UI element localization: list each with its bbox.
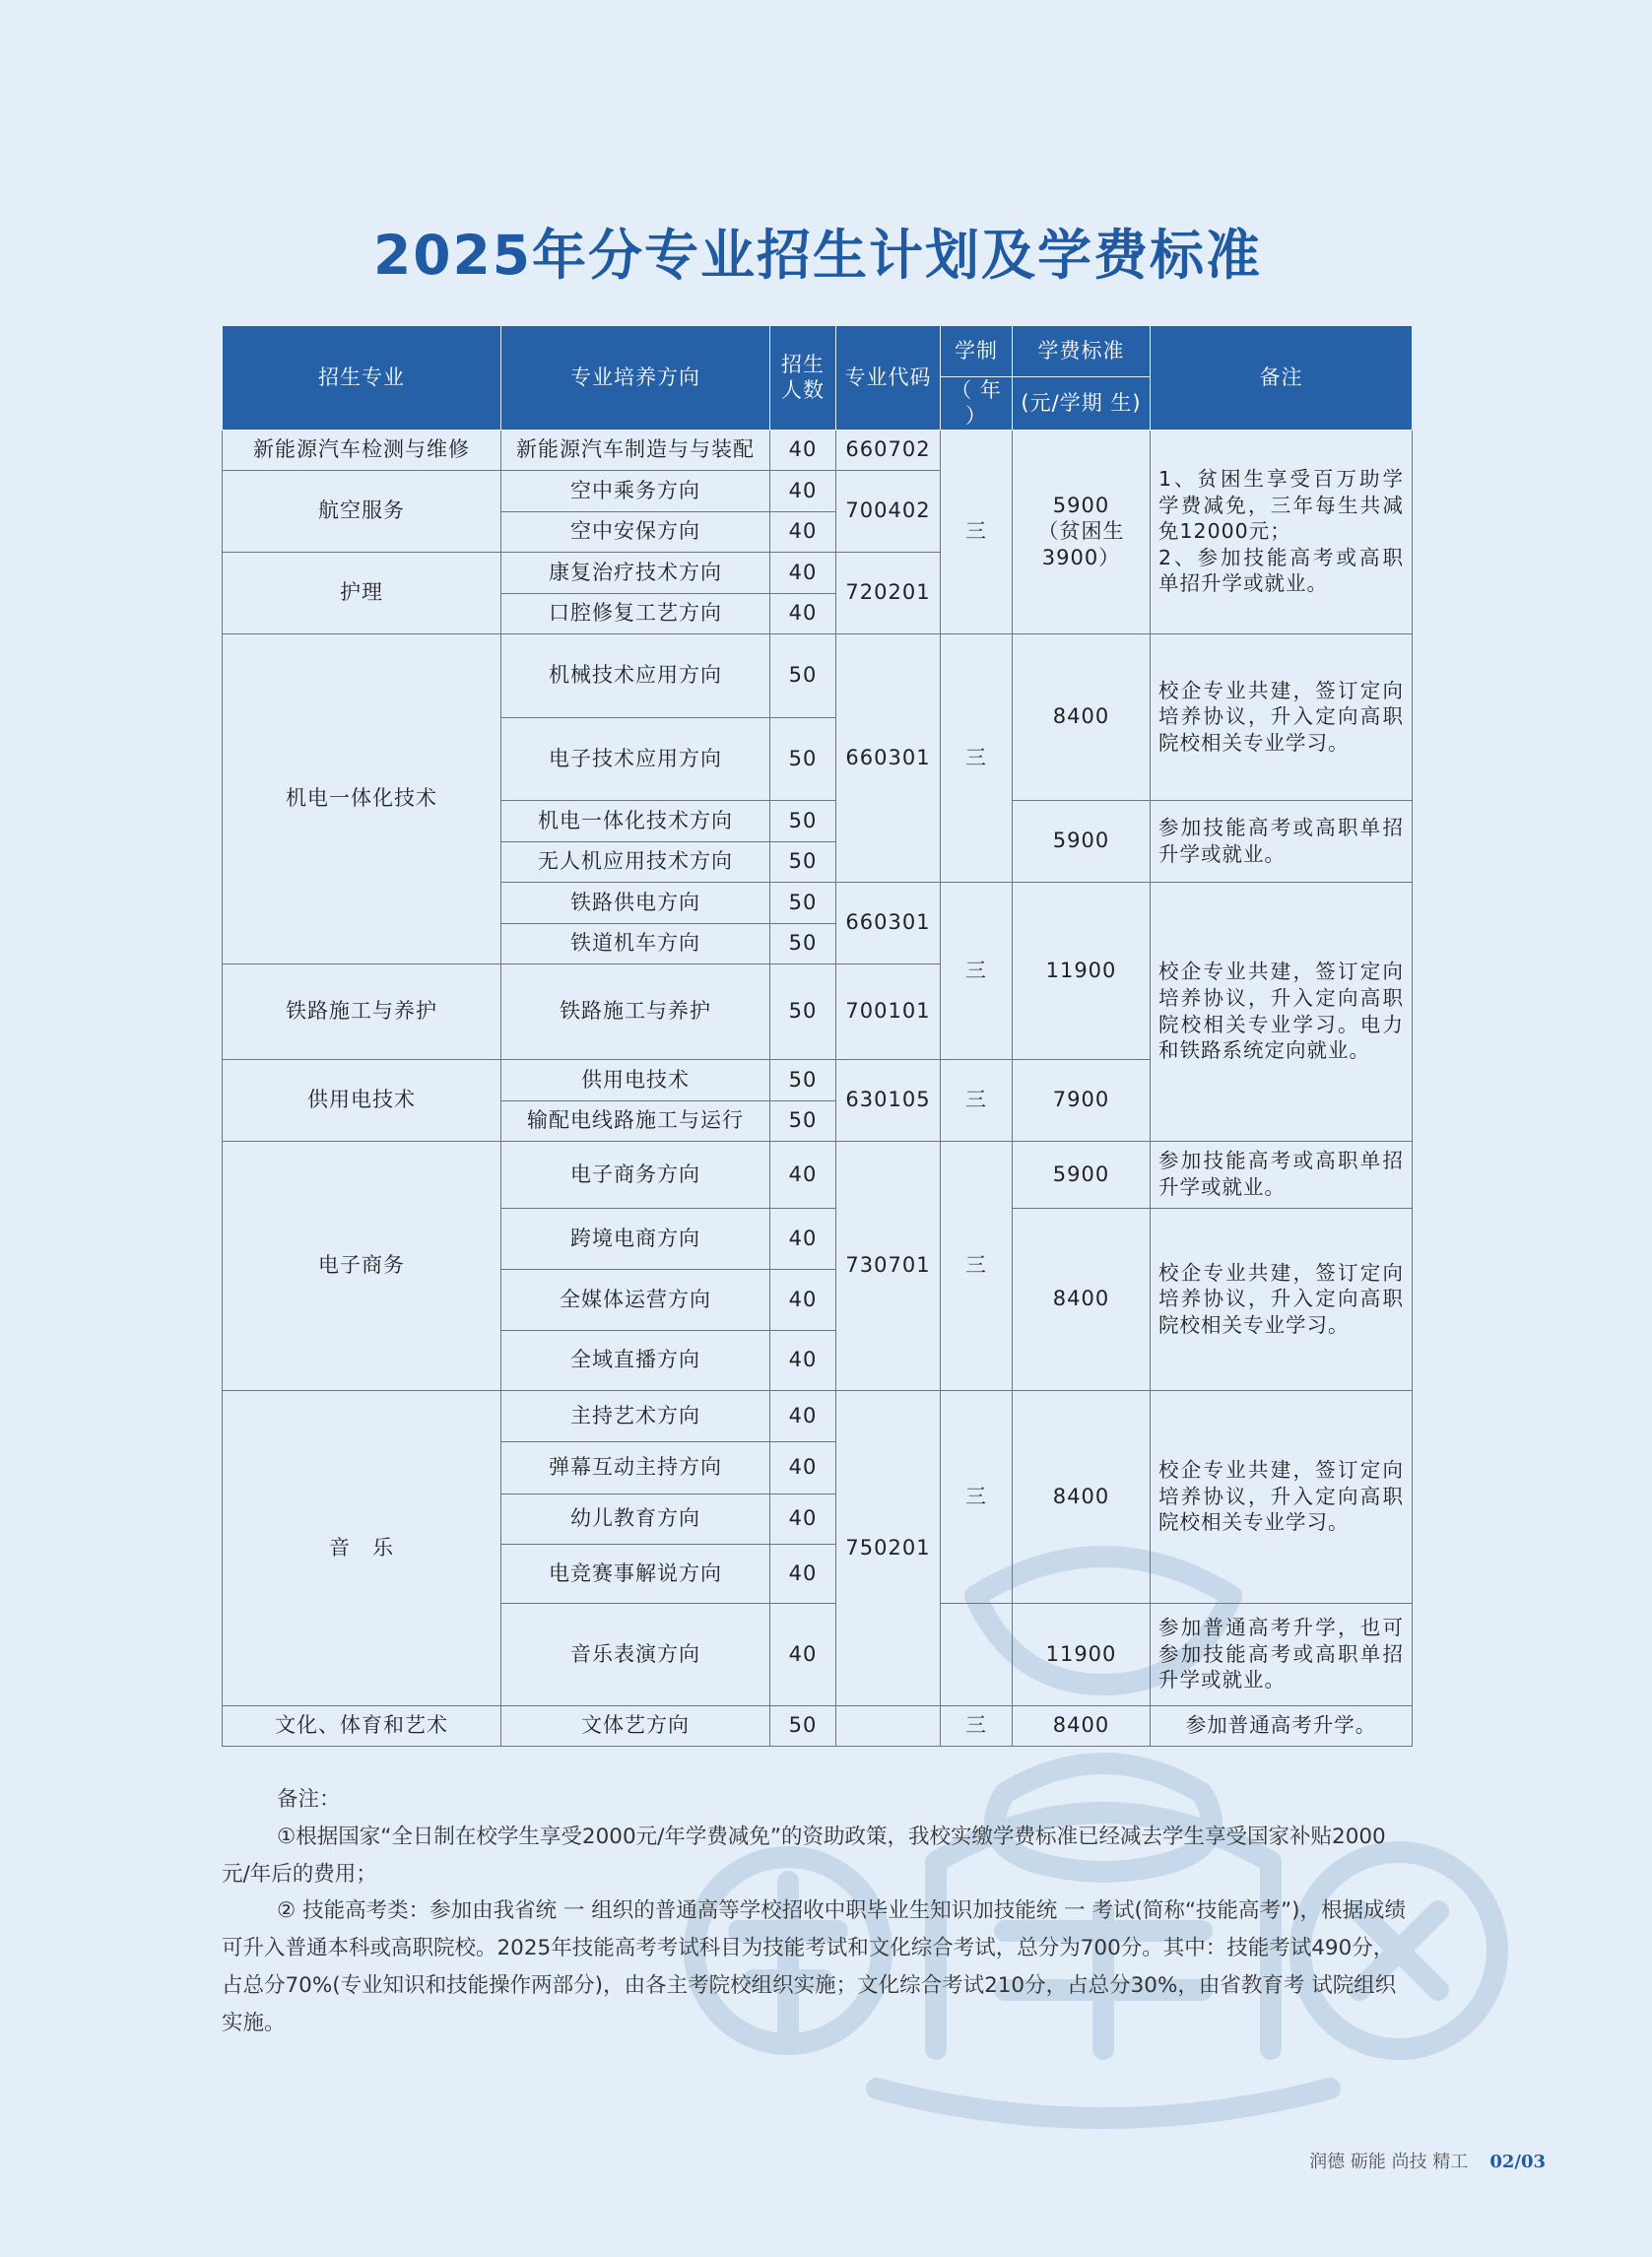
major-cell: 航空服务 (223, 470, 501, 552)
table-row (223, 430, 1413, 470)
remark-cell: 校企专业共建，签订定向培养协议，升入定向高职院校相关专业学习。 (1151, 1208, 1413, 1390)
page-footer (1309, 2148, 1546, 2173)
header-note: 备注 (1151, 326, 1413, 431)
remark-cell: 参加普通高考升学，也可参加技能高考或高职单招升学或就业。 (1151, 1603, 1413, 1705)
remark-cell: 校企专业共建，签订定向培养协议，升入定向高职院校相关专业学习。 (1151, 633, 1413, 800)
count-cell: 50 (770, 923, 836, 963)
school-motto: 润德 砺能 尚技 精工 (1309, 2152, 1469, 2172)
code-cell: 730701 (836, 1141, 941, 1390)
page-title: 2025年分专业招生计划及学费标准 (372, 224, 1263, 287)
code-cell: 700402 (836, 470, 941, 552)
major-cell: 电子商务 (223, 1141, 501, 1390)
header-major: 招生专业 (223, 326, 501, 431)
header-fee: 学费标准 (1013, 326, 1151, 377)
count-cell: 50 (770, 1059, 836, 1100)
header-code: 专业代码 (836, 326, 941, 431)
fee-cell: 11900 (1013, 1603, 1151, 1705)
direction-cell: 铁路供电方向 (501, 882, 770, 923)
count-cell: 40 (770, 593, 836, 633)
direction-cell: 康复治疗技术方向 (501, 552, 770, 593)
header-direction: 专业培养方向 (501, 326, 770, 431)
table-row (223, 633, 1413, 717)
direction-cell: 新能源汽车制造与与装配 (501, 430, 770, 470)
note-paragraph-1: ①根据国家“全日制在校学生享受2000元/年学费减免”的资助政策，我校实缴学费标准已经减去学生享受国家补贴2000元/年后的费用； (222, 1824, 1386, 1887)
count-cell: 50 (770, 841, 836, 882)
fee-cell: 5900 （贫困生 3900） (1013, 430, 1151, 633)
count-cell: 50 (770, 1705, 836, 1746)
direction-cell: 全媒体运营方向 (501, 1269, 770, 1330)
years-cell: 三 (941, 1059, 1013, 1141)
count-cell: 40 (770, 552, 836, 593)
header-count: 招生 人数 (770, 326, 836, 431)
years-cell: 三 (941, 1141, 1013, 1390)
code-cell: 720201 (836, 552, 941, 633)
count-cell: 40 (770, 1330, 836, 1390)
count-cell: 50 (770, 717, 836, 800)
remark-cell: 参加普通高考升学。 (1151, 1705, 1413, 1746)
direction-cell: 幼儿教育方向 (501, 1494, 770, 1544)
count-cell: 40 (770, 1390, 836, 1441)
major-cell: 音 乐 (223, 1390, 501, 1705)
years-cell: 三 (941, 430, 1013, 633)
remark-cell: 参加技能高考或高职单招升学或就业。 (1151, 1141, 1413, 1208)
major-cell: 护理 (223, 552, 501, 633)
count-cell: 40 (770, 1141, 836, 1208)
table-row (223, 1705, 1413, 1746)
years-cell: 三 (941, 882, 1013, 1059)
fee-cell: 5900 (1013, 800, 1151, 882)
count-cell: 40 (770, 1208, 836, 1269)
direction-cell: 空中乘务方向 (501, 470, 770, 511)
fee-cell: 8400 (1013, 1390, 1151, 1603)
count-cell: 40 (770, 1603, 836, 1705)
count-cell: 40 (770, 1269, 836, 1330)
fee-cell: 8400 (1013, 1705, 1151, 1746)
count-cell: 40 (770, 1441, 836, 1494)
note-paragraph-2: ② 技能高考类：参加由我省统 一 组织的普通高等学校招收中职毕业生知识加技能统 一 考试(简称“技能高考”)，根据成绩可升入普通本科或高职院校。2025年技能高考考试科目为技能考试和文化综合考试，总分为700分。其中：技能考试490分，占总分70%(专业知识和技能操作两部分)，由各主考院校组织实施；文化综合考试210分，占总分30%，由省教育考 试院组织实施。 (222, 1898, 1407, 2035)
major-cell: 新能源汽车检测与维修 (223, 430, 501, 470)
direction-cell: 电子商务方向 (501, 1141, 770, 1208)
count-cell: 50 (770, 882, 836, 923)
major-cell: 供用电技术 (223, 1059, 501, 1141)
count-cell: 50 (770, 633, 836, 717)
direction-cell: 铁道机车方向 (501, 923, 770, 963)
direction-cell: 电子技术应用方向 (501, 717, 770, 800)
direction-cell: 铁路施工与养护 (501, 963, 770, 1059)
major-cell: 铁路施工与养护 (223, 963, 501, 1059)
table-row (223, 1141, 1413, 1208)
header-years-unit: （ 年 ） (941, 377, 1013, 431)
direction-cell: 口腔修复工艺方向 (501, 593, 770, 633)
header-fee-unit: (元/学期 生) (1013, 377, 1151, 431)
direction-cell: 机电一体化技术方向 (501, 800, 770, 841)
page-number: 02/03 (1489, 2152, 1546, 2172)
direction-cell: 文体艺方向 (501, 1705, 770, 1746)
notes-heading: 备注： (277, 1787, 341, 1812)
count-cell: 50 (770, 1100, 836, 1141)
notes-section (222, 1781, 1409, 2042)
fee-cell: 7900 (1013, 1059, 1151, 1141)
fee-cell: 8400 (1013, 633, 1151, 800)
remark-cell: 校企专业共建，签订定向培养协议，升入定向高职院校相关专业学习。 (1151, 1390, 1413, 1603)
direction-cell: 弹幕互动主持方向 (501, 1441, 770, 1494)
direction-cell: 无人机应用技术方向 (501, 841, 770, 882)
code-cell: 660702 (836, 430, 941, 470)
direction-cell: 主持艺术方向 (501, 1390, 770, 1441)
remark-cell: 1、贫困生享受百万助学学费减免，三年每生共减免12000元； 2、参加技能高考或高职单招升学或就业。 (1151, 430, 1413, 633)
count-cell: 40 (770, 1544, 836, 1603)
direction-cell: 空中安保方向 (501, 511, 770, 552)
count-cell: 40 (770, 1494, 836, 1544)
direction-cell: 机械技术应用方向 (501, 633, 770, 717)
count-cell: 50 (770, 800, 836, 841)
table-row (223, 1390, 1413, 1441)
major-cell: 文化、体育和艺术 (223, 1705, 501, 1746)
code-cell: 660301 (836, 633, 941, 882)
direction-cell: 全域直播方向 (501, 1330, 770, 1390)
remark-cell: 校企专业共建，签订定向培养协议，升入定向高职院校相关专业学习。电力和铁路系统定向就业。 (1151, 882, 1413, 1141)
header-years: 学制 (941, 326, 1013, 377)
years-cell (941, 1603, 1013, 1705)
years-cell: 三 (941, 633, 1013, 882)
enrollment-table (222, 325, 1413, 1747)
count-cell: 40 (770, 470, 836, 511)
code-cell: 750201 (836, 1390, 941, 1705)
count-cell: 40 (770, 430, 836, 470)
years-cell: 三 (941, 1705, 1013, 1746)
code-cell: 660301 (836, 882, 941, 963)
direction-cell: 跨境电商方向 (501, 1208, 770, 1269)
remark-cell: 参加技能高考或高职单招升学或就业。 (1151, 800, 1413, 882)
direction-cell: 音乐表演方向 (501, 1603, 770, 1705)
code-cell (836, 1705, 941, 1746)
code-cell: 630105 (836, 1059, 941, 1141)
count-cell: 50 (770, 963, 836, 1059)
count-cell: 40 (770, 511, 836, 552)
direction-cell: 输配电线路施工与运行 (501, 1100, 770, 1141)
years-cell: 三 (941, 1390, 1013, 1603)
fee-cell: 5900 (1013, 1141, 1151, 1208)
direction-cell: 供用电技术 (501, 1059, 770, 1100)
direction-cell: 电竞赛事解说方向 (501, 1544, 770, 1603)
major-cell: 机电一体化技术 (223, 633, 501, 963)
code-cell: 700101 (836, 963, 941, 1059)
fee-cell: 8400 (1013, 1208, 1151, 1390)
fee-cell: 11900 (1013, 882, 1151, 1059)
